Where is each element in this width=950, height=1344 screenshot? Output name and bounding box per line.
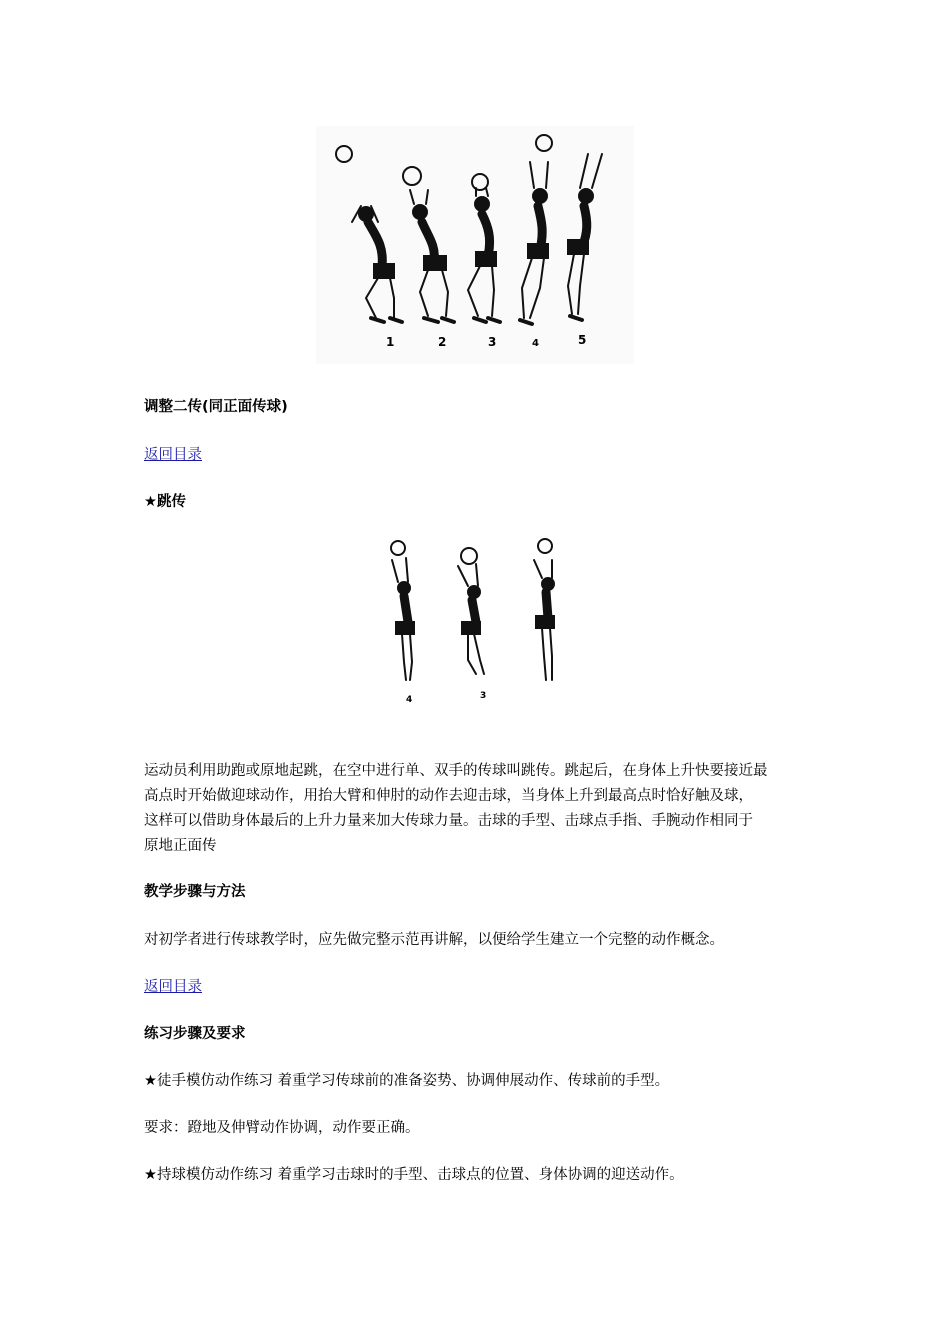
section-heading-jump-set: ★跳传 bbox=[144, 494, 186, 510]
jump-pass-description bbox=[144, 759, 814, 859]
teaching-text: 对初学者进行传球教学时，应先做完整示范再讲解，以便给学生建立一个完整的动作概念。 bbox=[144, 932, 724, 948]
overhead-pass-sequence-figure bbox=[316, 126, 634, 364]
figure-number: 3 bbox=[480, 691, 487, 701]
paragraph-line: 高点时开始做迎球动作，用抬大臂和伸肘的动作去迎击球，当身体上升到最高点时恰好触及球， bbox=[144, 788, 753, 804]
back-to-contents-link[interactable]: 返回目录 bbox=[144, 979, 202, 995]
practice-item-with-ball: ★持球模仿动作练习 着重学习击球时的手型、击球点的位置、身体协调的迎送动作。 bbox=[144, 1167, 684, 1183]
figure-number: 1 bbox=[386, 335, 395, 349]
jump-pass-figure bbox=[380, 536, 580, 716]
section-heading-practice: 练习步骤及要求 bbox=[144, 1026, 246, 1042]
figure-number: 5 bbox=[578, 333, 587, 347]
figure-number: 3 bbox=[488, 335, 497, 349]
figure-number: 2 bbox=[438, 335, 447, 349]
back-to-contents-link-wrapper bbox=[144, 443, 202, 468]
figure-number: 4 bbox=[406, 695, 413, 705]
section-heading-adjust-set: 调整二传(同正面传球) bbox=[144, 399, 288, 415]
figure-number: 4 bbox=[532, 338, 539, 349]
practice-item-freehand: ★徒手模仿动作练习 着重学习传球前的准备姿势、协调伸展动作、传球前的手型。 bbox=[144, 1073, 670, 1089]
paragraph-line: 运动员利用助跑或原地起跳，在空中进行单、双手的传球叫跳传。跳起后，在身体上升快要接近最 bbox=[144, 763, 768, 779]
section-heading-teaching: 教学步骤与方法 bbox=[144, 884, 246, 900]
back-to-contents-link-wrapper bbox=[144, 975, 202, 1000]
paragraph-line: 原地正面传 bbox=[144, 838, 217, 854]
practice-requirement: 要求：蹬地及伸臂动作协调，动作要正确。 bbox=[144, 1120, 420, 1136]
paragraph-line: 这样可以借助身体最后的上升力量来加大传球力量。击球的手型、击球点手指、手腕动作相同于 bbox=[144, 813, 753, 829]
back-to-contents-link[interactable]: 返回目录 bbox=[144, 447, 202, 463]
